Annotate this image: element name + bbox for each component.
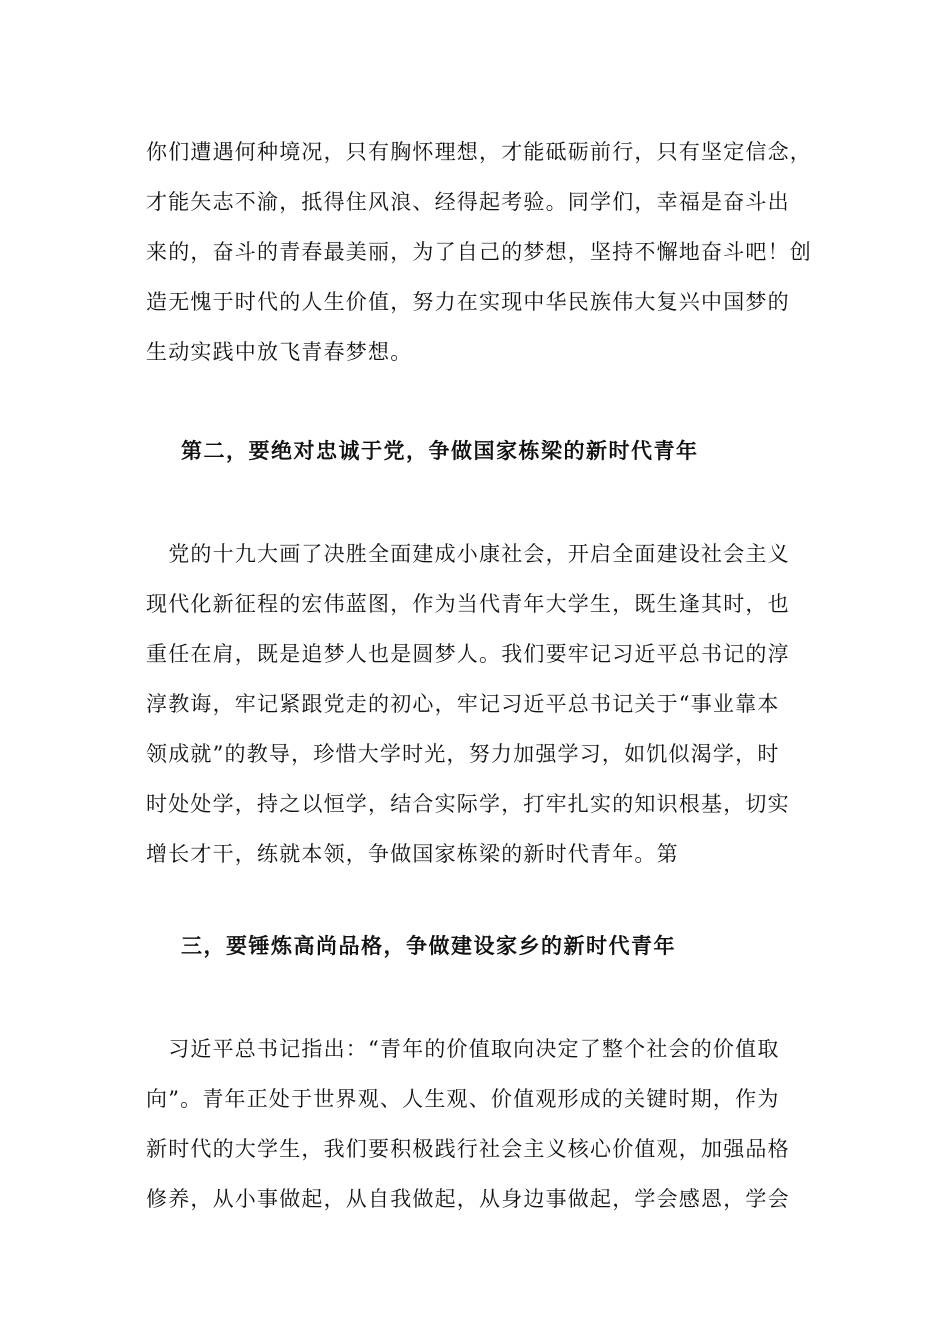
paragraph-1 [146,127,810,377]
paragraph-line: 生动实践中放飞青春梦想。 [146,340,413,364]
paragraph-line: 时处处学，持之以恒学，结合实际学，打牢扎实的知识根基，切实 [146,792,790,816]
paragraph-line: 造无愧于时代的人生价值，努力在实现中华民族伟大复兴中国梦的 [146,290,790,314]
paragraph-2 [146,529,810,879]
paragraph-line: 才能矢志不渝，抵得住风浪、经得起考验。同学们，幸福是奋斗出 [146,190,790,214]
paragraph-line: 向”。青年正处于世界观、人生观、价值观形成的关键时期，作为 [146,1087,780,1111]
paragraph-3 [146,1024,810,1224]
paragraph-line: 来的，奋斗的青春最美丽，为了自己的梦想，坚持不懈地奋斗吧！创 [146,240,812,264]
paragraph-line: 重任在肩，既是追梦人也是圆梦人。我们要牢记习近平总书记的淳 [146,642,790,666]
paragraph-line: 新时代的大学生，我们要积极践行社会主义核心价值观，加强品格 [146,1137,790,1161]
paragraph-line: 现代化新征程的宏伟蓝图，作为当代青年大学生，既生逢其时，也 [146,592,790,616]
paragraph-line: 你们遭遇何种境况，只有胸怀理想，才能砥砺前行，只有坚定信念， [146,140,812,164]
section-heading-3: 三，要锤炼高尚品格，争做建设家乡的新时代青年 [181,933,676,958]
paragraph-line: 领成就”的教导，珍惜大学时光，努力加强学习，如饥似渴学，时 [146,742,780,766]
section-heading-2: 第二，要绝对忠诚于党，争做国家栋梁的新时代青年 [181,438,699,463]
paragraph-line: 党的十九大画了决胜全面建成小康社会，开启全面建设社会主义 [146,542,790,566]
paragraph-line: 修养，从小事做起，从自我做起，从身边事做起，学会感恩，学会 [146,1187,790,1211]
paragraph-line: 淳教诲，牢记紧跟党走的初心，牢记习近平总书记关于“事业靠本 [146,692,780,716]
paragraph-line: 增长才干，练就本领，争做国家栋梁的新时代青年。第 [146,842,679,866]
paragraph-line: 习近平总书记指出：“青年的价值取向决定了整个社会的价值取 [146,1037,780,1061]
